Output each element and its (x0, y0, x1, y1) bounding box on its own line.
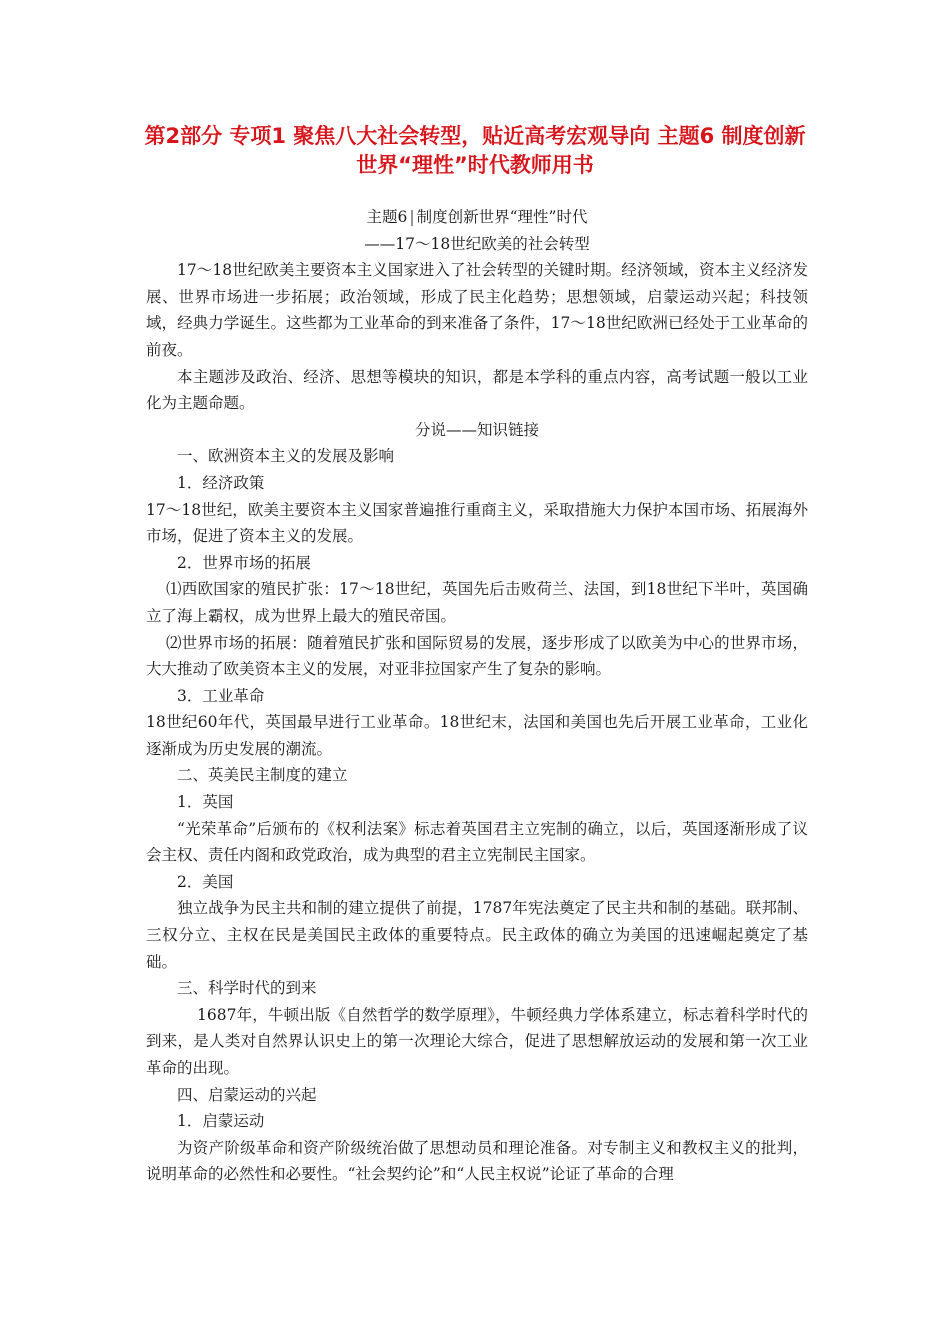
section-1-heading: 一、欧洲资本主义的发展及影响 (177, 447, 395, 466)
section-4-1-text: 为资产阶级革命和资产阶级统治做了思想动员和理论准备。对专制主义和教权主义的批判，说明革命的必然性和必要性。“社会契约论”和“人民主权说”论证了革命的合理 (146, 1138, 808, 1184)
document-title: 第2部分 专项1 聚焦八大社会转型，贴近高考宏观导向 主题6 制度创新世界“理性”时代教师用书 (144, 124, 806, 177)
document-body (146, 204, 808, 1188)
section-2-2-heading: 2．美国 (177, 872, 234, 891)
section-heading: 分说——知识链接 (414, 420, 539, 439)
section-1-1-text: 17～18世纪，欧美主要资本主义国家普遍推行重商主义，采取措施大力保护本国市场、拓展海外市场，促进了资本主义的发展。 (146, 500, 808, 546)
section-4-heading: 四、启蒙运动的兴起 (177, 1085, 317, 1104)
section-1-1-heading: 1．经济政策 (177, 473, 265, 492)
section-1-2-text-b: ⑵世界市场的拓展：随着殖民扩张和国际贸易的发展，逐步形成了以欧美为中心的世界市场，大大推动了欧美资本主义的发展，对亚非拉国家产生了复杂的影响。 (146, 633, 808, 679)
section-4-1-heading: 1．启蒙运动 (177, 1112, 265, 1131)
section-2-1-heading: 1．英国 (177, 793, 234, 812)
intro-paragraph-1: 17～18世纪欧美主要资本主义国家进入了社会转型的关键时期。经济领域，资本主义经济发展、世界市场进一步拓展；政治领域，形成了民主化趋势；思想领域，启蒙运动兴起；科技领域，经典力学诞生。这些都为工业革命的到来准备了条件，17～18世纪欧洲已经处于工业革命的前夜。 (146, 261, 808, 359)
theme-subtitle: ——17～18世纪欧美的社会转型 (364, 234, 590, 253)
section-1-2-heading: 2．世界市场的拓展 (177, 553, 311, 572)
theme-separator: | (409, 208, 415, 226)
section-1-2-text-a: ⑴西欧国家的殖民扩张：17～18世纪，英国先后击败荷兰、法国，到18世纪下半叶，英国确立了海上霸权，成为世界上最大的殖民帝国。 (146, 580, 808, 625)
intro-paragraph-2: 本主题涉及政治、经济、思想等模块的知识，都是本学科的重点内容，高考试题一般以工业化为主题命题。 (146, 367, 808, 413)
theme-heading (146, 204, 808, 231)
section-2-heading: 二、英美民主制度的建立 (177, 766, 348, 785)
section-1-3-text: 18世纪60年代，英国最早进行工业革命。18世纪末，法国和美国也先后开展工业革命，工业化逐渐成为历史发展的潮流。 (146, 713, 808, 758)
section-3-text: 1687年，牛顿出版《自然哲学的数学原理》，牛顿经典力学体系建立，标志着科学时代的到来，是人类对自然界认识史上的第一次理论大综合，促进了思想解放运动的发展和第一次工业革命的出现。 (146, 1005, 808, 1077)
theme-name: 制度创新世界“理性”时代 (416, 208, 588, 226)
theme-label: 主题6 (366, 208, 408, 226)
section-2-1-text: “光荣革命”后颁布的《权利法案》标志着英国君主立宪制的确立，以后，英国逐渐形成了议会主权、责任内阁和政党政治，成为典型的君主立宪制民主国家。 (146, 819, 808, 865)
section-3-heading: 三、科学时代的到来 (177, 979, 317, 998)
section-1-3-heading: 3．工业革命 (177, 686, 265, 705)
section-2-2-text: 独立战争为民主共和制的建立提供了前提，1787年宪法奠定了民主共和制的基础。联邦制、三权分立、主权在民是美国民主政体的重要特点。民主政体的确立为美国的迅速崛起奠定了基础。 (146, 899, 808, 971)
